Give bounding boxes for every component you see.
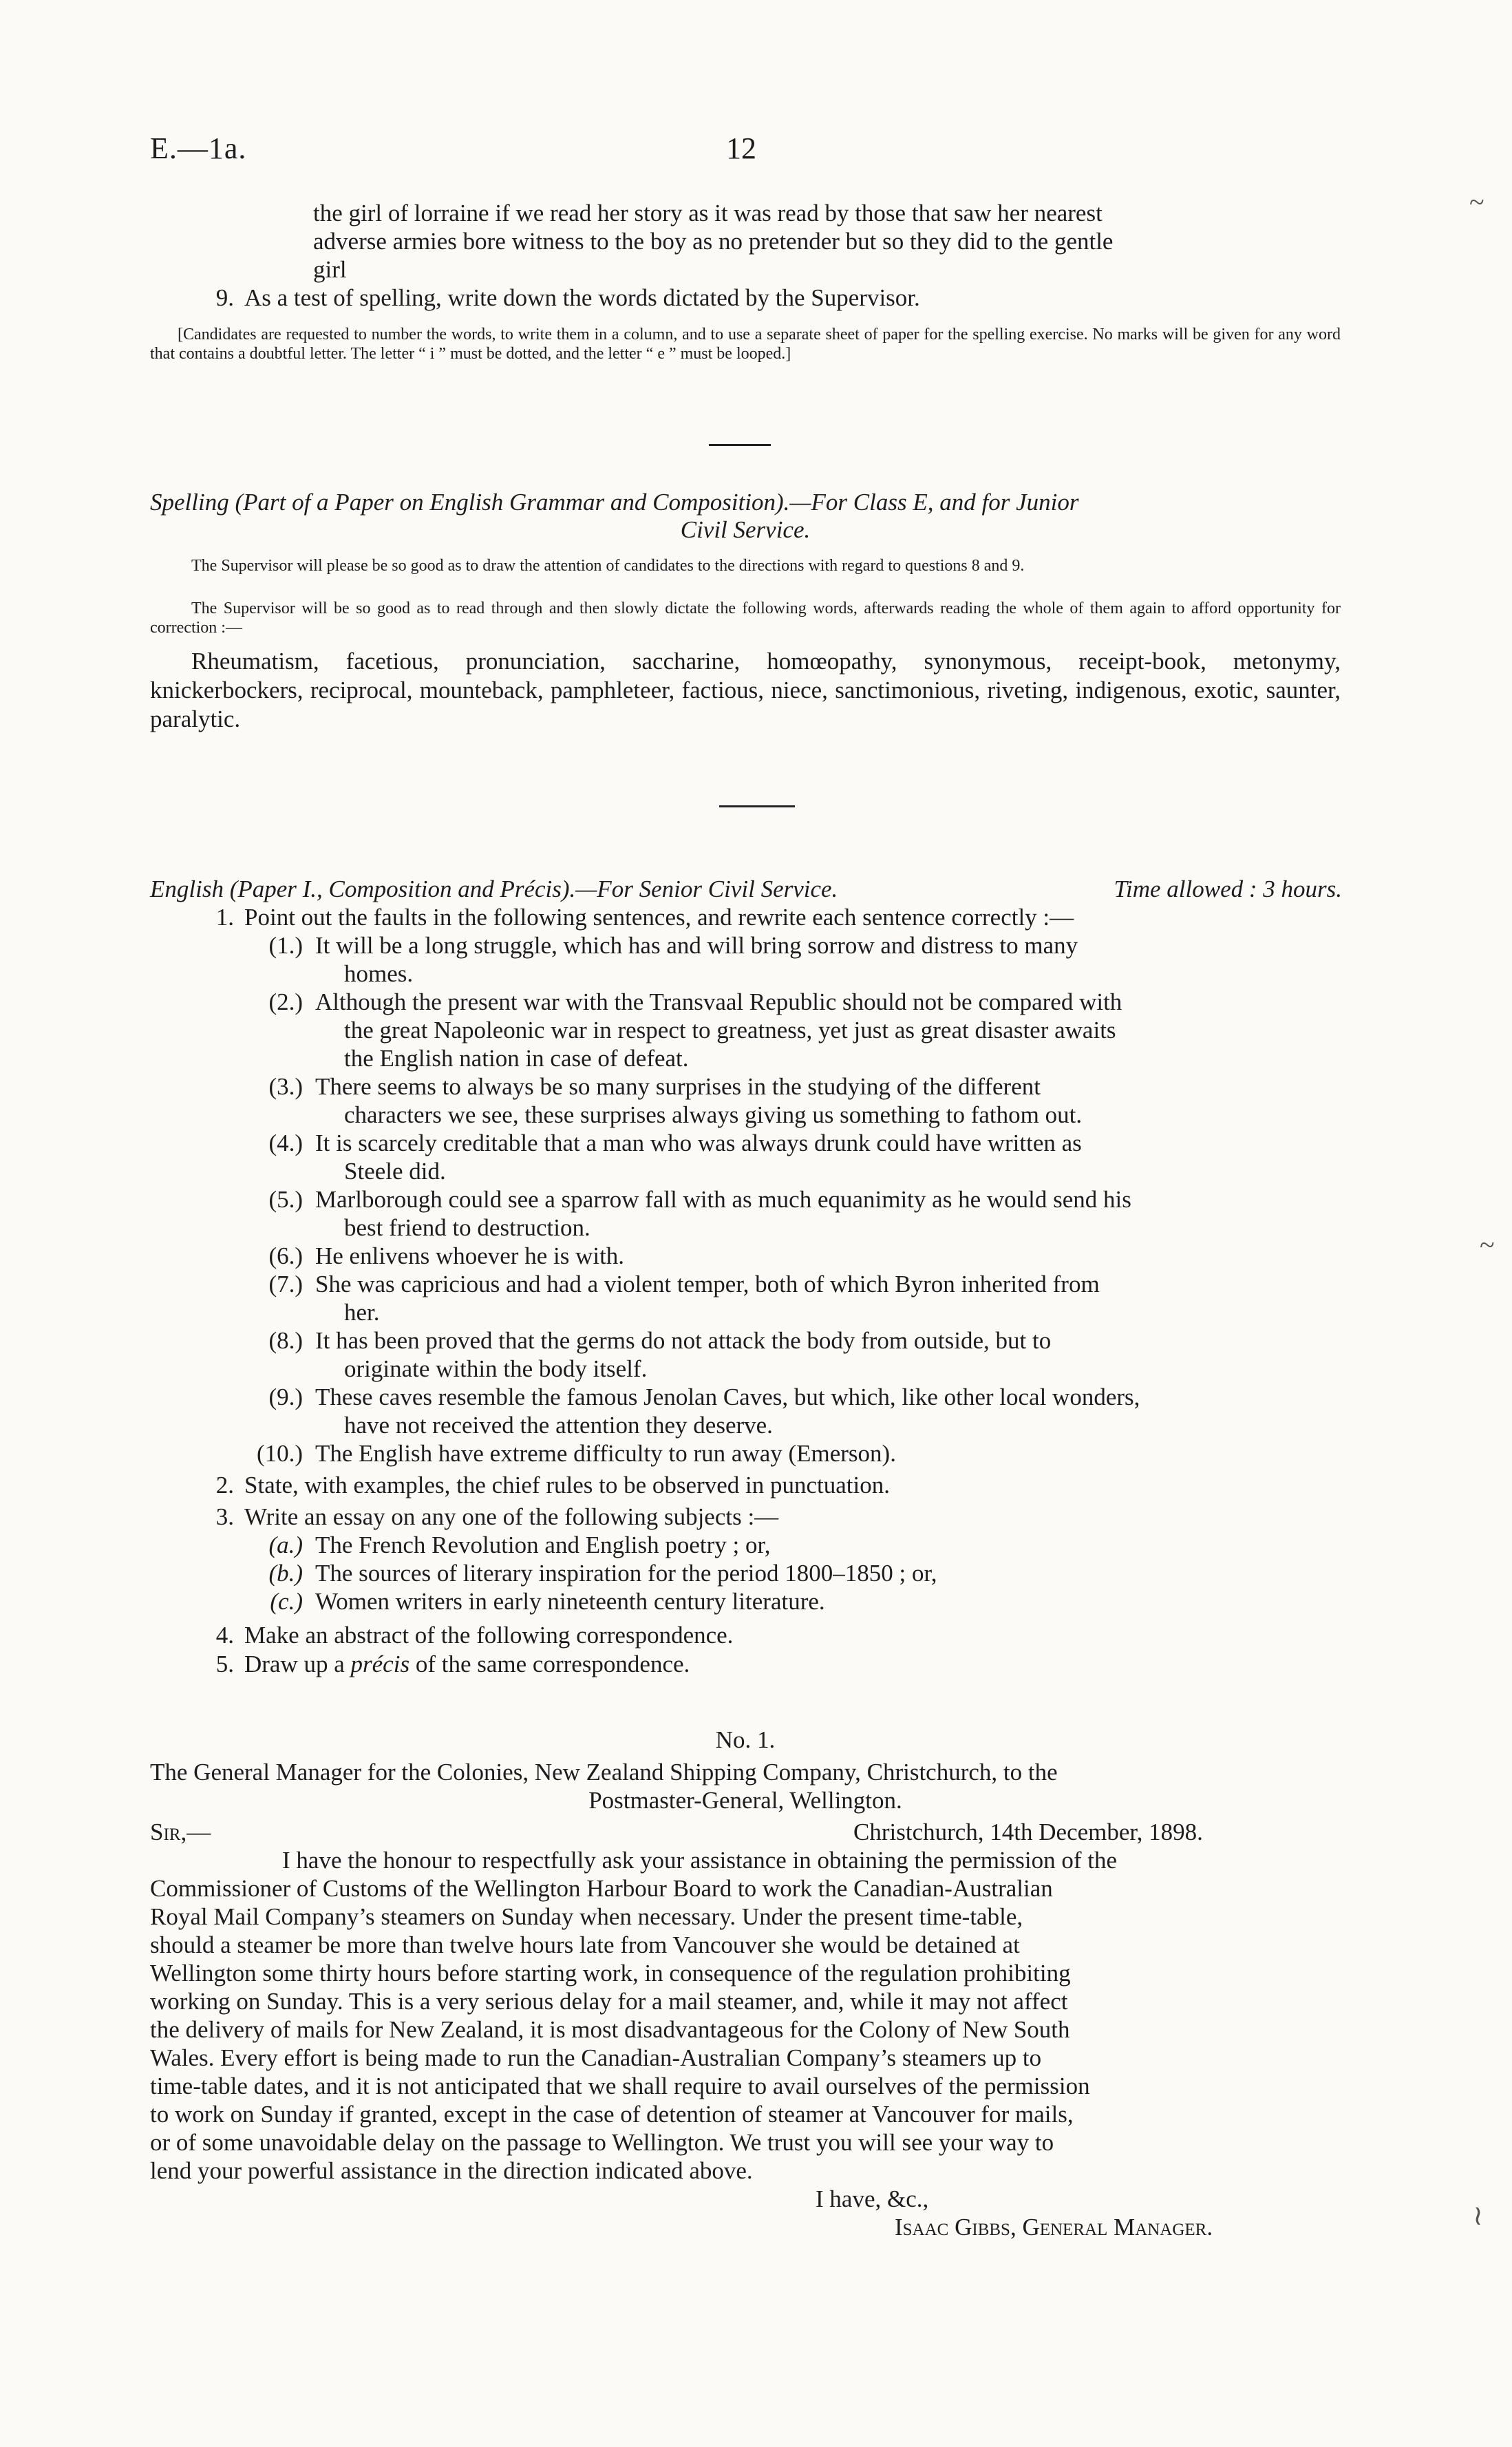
sentence-line: homes. bbox=[344, 960, 414, 987]
letter-closing: I have, &c., bbox=[816, 2185, 929, 2212]
sentence-line: characters we see, these surprises always giving us something to fathom out. bbox=[344, 1101, 1083, 1128]
question-text: As a test of spelling, write down the words dictated by the Supervisor. bbox=[244, 284, 920, 311]
question-text: Point out the faults in the following sentences, and rewrite each sentence correctly :— bbox=[244, 904, 1074, 931]
letter-body-line: the delivery of mails for New Zealand, it is most disadvantageous for the Colony of New South bbox=[150, 2016, 1070, 2043]
letter-signature: Isaac Gibbs, General Manager. bbox=[895, 2214, 1213, 2241]
sentence-line: She was capricious and had a violent temper, both of which Byron inherited from bbox=[315, 1271, 1100, 1297]
sentence-line: He enlivens whoever he is with. bbox=[315, 1242, 625, 1269]
question-number: 2. bbox=[215, 1472, 234, 1498]
sentence-line: Marlborough could see a sparrow fall with as much equanimity as he would send his bbox=[315, 1186, 1131, 1213]
spelling-instruction-1: The Supervisor will please be so good as to draw the attention of candidates to the directions with regard to questions 8 and 9. bbox=[191, 557, 1025, 575]
margin-mark: ~ bbox=[1469, 187, 1484, 218]
q5-post: of the same correspondence. bbox=[415, 1651, 690, 1677]
sentence-number: (8.) bbox=[268, 1327, 303, 1354]
letter-body-line: Commissioner of Customs of the Wellington Harbour Board to work the Canadian-Australian bbox=[150, 1875, 1053, 1902]
sentence-number: (1.) bbox=[268, 932, 303, 959]
time-allowed: Time allowed : 3 hours. bbox=[1114, 876, 1342, 902]
subject-text: The French Revolution and English poetry ; or, bbox=[315, 1532, 771, 1558]
letter-address: The General Manager for the Colonies, New Zealand Shipping Company, Christchurch, to the bbox=[150, 1759, 1058, 1786]
letter-body-line: should a steamer be more than twelve hours late from Vancouver she would be detained at bbox=[150, 1931, 1020, 1958]
subject-letter: (c.) bbox=[270, 1588, 303, 1615]
question-number: 3. bbox=[215, 1503, 234, 1530]
sentence-number: (10.) bbox=[256, 1440, 303, 1467]
subject-letter: (a.) bbox=[268, 1532, 303, 1558]
margin-mark: ~ bbox=[1480, 1229, 1495, 1260]
letter-body-line: time-table dates, and it is not anticipated that we shall require to avail ourselves of the permission bbox=[150, 2073, 1090, 2099]
spelling-title-continued: Civil Service. bbox=[680, 516, 811, 543]
letter-body-line: Royal Mail Company’s steamers on Sunday when necessary. Under the present time-table, bbox=[150, 1903, 1023, 1930]
question-text: Make an abstract of the following correspondence. bbox=[244, 1622, 734, 1649]
sentence-number: (3.) bbox=[268, 1073, 303, 1100]
letter-body-line: I have the honour to respectfully ask your assistance in obtaining the permission of the bbox=[282, 1847, 1118, 1874]
page-number: 12 bbox=[726, 131, 756, 165]
sentence-line: It has been proved that the germs do not attack the body from outside, but to bbox=[315, 1327, 1052, 1354]
letter-body-line: Wellington some thirty hours before starting work, in consequence of the regulation prohibiting bbox=[150, 1960, 1071, 1987]
sentence-line: the great Napoleonic war in respect to greatness, yet just as great disaster awaits bbox=[344, 1017, 1116, 1044]
letter-body-line: lend your powerful assistance in the direction indicated above. bbox=[150, 2157, 753, 2184]
letter-body-line: Wales. Every effort is being made to run the Canadian-Australian Company’s steamers up to bbox=[150, 2044, 1042, 2071]
sentence-line: Although the present war with the Transvaal Republic should not be compared with bbox=[315, 988, 1122, 1015]
continuation-line-2: adverse armies bore witness to the boy as no pretender but so they did to the gentle bbox=[313, 228, 1114, 255]
document-reference: E.—1a. bbox=[150, 131, 247, 165]
sentence-number: (5.) bbox=[268, 1186, 303, 1213]
letter-body-line: working on Sunday. This is a very serious delay for a mail steamer, and, while it may not affect bbox=[150, 1988, 1068, 2015]
question-number: 9. bbox=[215, 284, 234, 311]
sentence-line: her. bbox=[344, 1299, 380, 1326]
question-text: State, with examples, the chief rules to be observed in punctuation. bbox=[244, 1472, 890, 1498]
question-text: Write an essay on any one of the following subjects :— bbox=[244, 1503, 779, 1530]
section-divider bbox=[709, 444, 771, 446]
spelling-instruction-2: The Supervisor will be so good as to read through and then slowly dictate the following words, afterwards reading the whole of them again to afford opportunity for correction :— bbox=[150, 600, 1341, 637]
subject-letter: (b.) bbox=[268, 1560, 303, 1587]
question-number: 4. bbox=[215, 1622, 234, 1649]
sentence-line: the English nation in case of defeat. bbox=[344, 1045, 689, 1072]
spelling-note: [Candidates are requested to number the words, to write them in a column, and to use a separate sheet of paper for the spelling exercise. No marks will be given for any word that contains a doubtful letter. The letter “ i ” must be dotted, and the letter “ e ” must be looped.] bbox=[150, 326, 1341, 363]
precis-word: précis bbox=[350, 1651, 410, 1677]
question-text bbox=[244, 1651, 1339, 1677]
sentence-number: (9.) bbox=[268, 1384, 303, 1410]
letter-date: Christchurch, 14th December, 1898. bbox=[853, 1819, 1203, 1845]
spelling-title: Spelling (Part of a Paper on English Grammar and Composition).—For Class E, and for Junior bbox=[150, 489, 1079, 516]
subject-text: Women writers in early nineteenth century literature. bbox=[315, 1588, 825, 1615]
q5-pre: Draw up a bbox=[244, 1651, 345, 1677]
letter-salutation: Sir,— bbox=[150, 1819, 211, 1845]
letter-address-continued: Postmaster-General, Wellington. bbox=[588, 1787, 902, 1814]
sentence-number: (4.) bbox=[268, 1130, 303, 1156]
sentence-line: Steele did. bbox=[344, 1158, 446, 1185]
subject-text: The sources of literary inspiration for the period 1800–1850 ; or, bbox=[315, 1560, 937, 1587]
english-title: English (Paper I., Composition and Précis).—For Senior Civil Service. bbox=[150, 876, 838, 902]
sentence-number: (2.) bbox=[268, 988, 303, 1015]
section-divider bbox=[719, 805, 795, 807]
sentence-line: It is scarcely creditable that a man who was always drunk could have written as bbox=[315, 1130, 1082, 1156]
sentence-line: have not received the attention they deserve. bbox=[344, 1412, 773, 1439]
continuation-line-3: girl bbox=[313, 256, 347, 283]
margin-mark: ≀ bbox=[1473, 2200, 1483, 2231]
letter-body-line: to work on Sunday if granted, except in the case of detention of steamer at Vancouver for mails, bbox=[150, 2101, 1074, 2128]
spelling-word-list: Rheumatism, facetious, pronunciation, saccharine, homœopathy, synonymous, receipt-book, metonymy, knickerbockers, reciprocal, mounteback, pamphleteer, factious, niece, sanctimonious, riveting, indigenous, exotic, saunter, paralytic. bbox=[150, 648, 1341, 732]
letter-heading: No. 1. bbox=[715, 1726, 776, 1753]
sentence-line: It will be a long struggle, which has and will bring sorrow and distress to many bbox=[315, 932, 1078, 959]
sentence-line: There seems to always be so many surprises in the studying of the different bbox=[315, 1073, 1041, 1100]
question-number: 5. bbox=[215, 1651, 234, 1677]
sentence-line: originate within the body itself. bbox=[344, 1355, 648, 1382]
sentence-line: best friend to destruction. bbox=[344, 1214, 590, 1241]
sentence-number: (7.) bbox=[268, 1271, 303, 1297]
sentence-line: The English have extreme difficulty to run away (Emerson). bbox=[315, 1440, 896, 1467]
question-number: 1. bbox=[215, 904, 234, 931]
continuation-line-1: the girl of lorraine if we read her story as it was read by those that saw her nearest bbox=[313, 200, 1103, 226]
sentence-line: These caves resemble the famous Jenolan Caves, but which, like other local wonders, bbox=[315, 1384, 1140, 1410]
sentence-number: (6.) bbox=[268, 1242, 303, 1269]
letter-body-line: or of some unavoidable delay on the passage to Wellington. We trust you will see your way to bbox=[150, 2129, 1054, 2156]
